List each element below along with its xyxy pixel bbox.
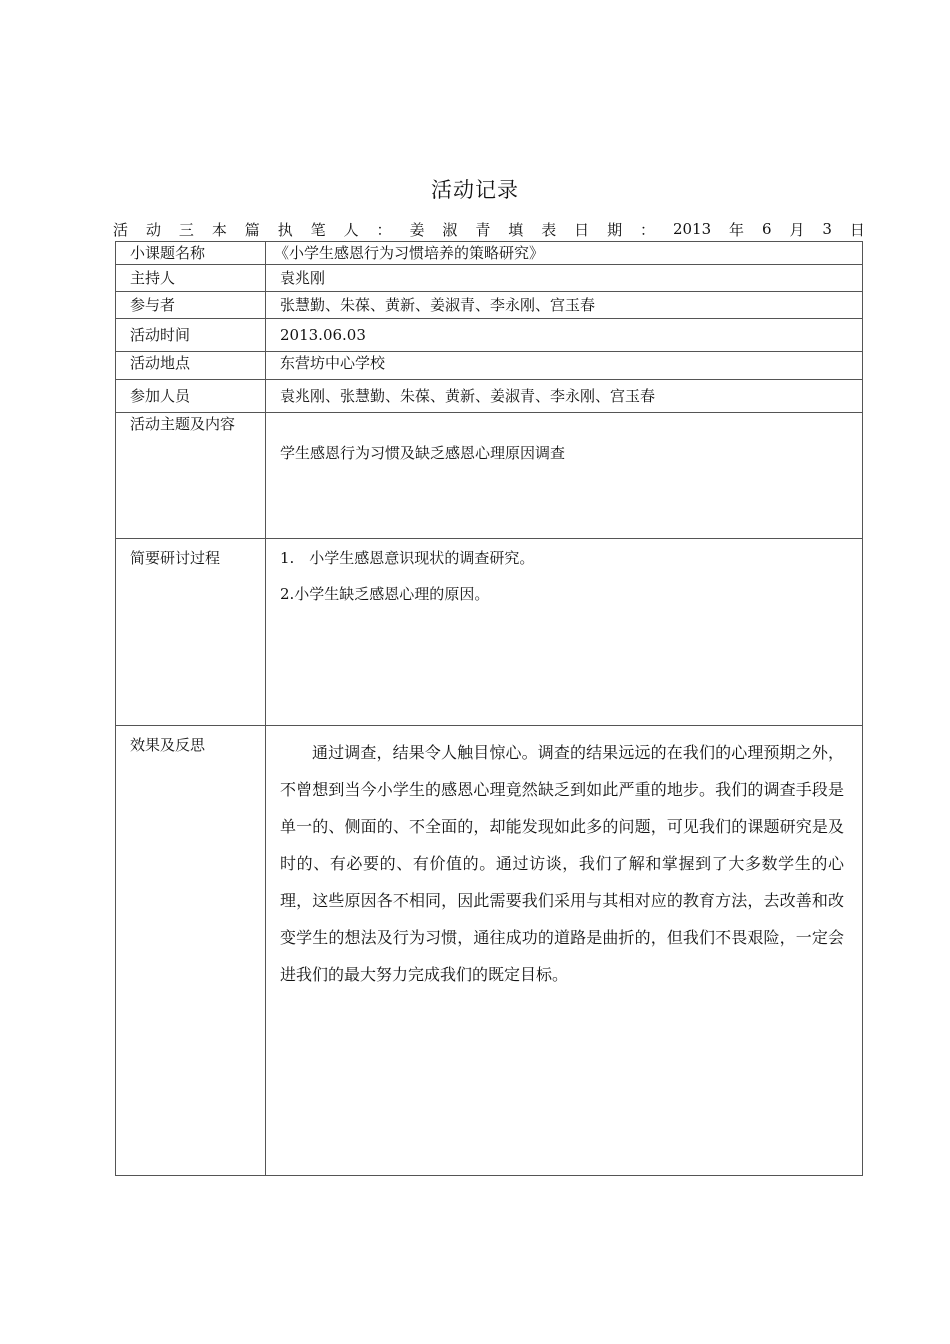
theme-label: 活动主题及内容 xyxy=(116,413,266,539)
effect-label: 效果及反思 xyxy=(116,726,266,1176)
place-value: 东营坊中心学校 xyxy=(266,352,863,380)
topic-value: 《小学生感恩行为习惯培养的策略研究》 xyxy=(266,242,863,265)
table-row xyxy=(116,242,863,265)
process-label: 简要研讨过程 xyxy=(116,539,266,726)
attendees-value: 袁兆刚、张慧勤、朱葆、黄新、姜淑青、李永刚、宫玉春 xyxy=(266,380,863,413)
meta-year: 2013 xyxy=(672,220,712,238)
meta-char: 年 xyxy=(729,220,745,239)
meta-char: 淑 xyxy=(442,220,458,239)
meta-char: 月 xyxy=(789,220,805,239)
process-cell xyxy=(266,539,863,726)
process-item: 2.小学生缺乏感恩心理的原因。 xyxy=(280,585,490,603)
meta-char: 姜 xyxy=(409,220,425,239)
theme-value: 学生感恩行为习惯及缺乏感恩心理原因调查 xyxy=(280,444,566,462)
place-label: 活动地点 xyxy=(116,352,266,380)
meta-char: 青 xyxy=(475,220,491,239)
table-row xyxy=(116,292,863,319)
table-row xyxy=(116,726,863,1176)
meta-char: 填 xyxy=(508,220,524,239)
host-label: 主持人 xyxy=(116,265,266,292)
meta-char: ： xyxy=(376,220,392,239)
topic-label: 小课题名称 xyxy=(116,242,266,265)
meta-char: 期 xyxy=(607,220,623,239)
table-row xyxy=(116,413,863,539)
page-title: 活动记录 xyxy=(431,178,519,202)
table-row xyxy=(116,319,863,352)
effect-paragraph: 通过调查，结果令人触目惊心。调查的结果远远的在我们的心理预期之外，不曾想到当今小学生的感恩心理竟然缺乏到如此严重的地步。我们的调查手段是单一的、侧面的、不全面的，却能发现如此多的问题，可见我们的课题研究是及时的、有必要的、有价值的。通过访谈，我们了解和掌握到了大多数学生的心理，这些原因各不相同，因此需要我们采用与其相对应的教育方法，去改善和改变学生的想法及行为习惯，通往成功的道路是曲折的，但我们不畏艰险，一定会进我们的最大努力完成我们的既定目标。 xyxy=(280,743,844,984)
meta-char: 日 xyxy=(574,220,590,239)
time-value: 2013.06.03 xyxy=(266,319,863,352)
meta-char: 执 xyxy=(277,220,293,239)
host-value: 袁兆刚 xyxy=(266,265,863,292)
meta-char: 人 xyxy=(343,220,359,239)
meta-char: 篇 xyxy=(244,220,260,239)
meta-char: 动 xyxy=(145,220,161,239)
meta-char: ： xyxy=(640,220,656,239)
meta-char: 笔 xyxy=(310,220,326,239)
meta-char: 日 xyxy=(849,220,865,239)
table-row xyxy=(116,539,863,726)
activity-record-table xyxy=(115,241,863,1176)
effect-cell xyxy=(266,726,863,1176)
attendees-label: 参加人员 xyxy=(116,380,266,413)
meta-char: 表 xyxy=(541,220,557,239)
table-row xyxy=(116,352,863,380)
meta-char: 三 xyxy=(178,220,194,239)
meta-month: 6 xyxy=(761,220,772,238)
meta-char: 活 xyxy=(113,220,129,239)
participants-label: 参与者 xyxy=(116,292,266,319)
participants-value: 张慧勤、朱葆、黄新、姜淑青、李永刚、宫玉春 xyxy=(266,292,863,319)
meta-char: 本 xyxy=(211,220,227,239)
meta-day: 3 xyxy=(822,220,832,238)
table-row xyxy=(116,380,863,413)
time-label: 活动时间 xyxy=(116,319,266,352)
process-item: 1. 小学生感恩意识现状的调查研究。 xyxy=(280,549,535,567)
record-meta-line xyxy=(113,218,865,240)
theme-cell xyxy=(266,413,863,539)
table-row xyxy=(116,265,863,292)
